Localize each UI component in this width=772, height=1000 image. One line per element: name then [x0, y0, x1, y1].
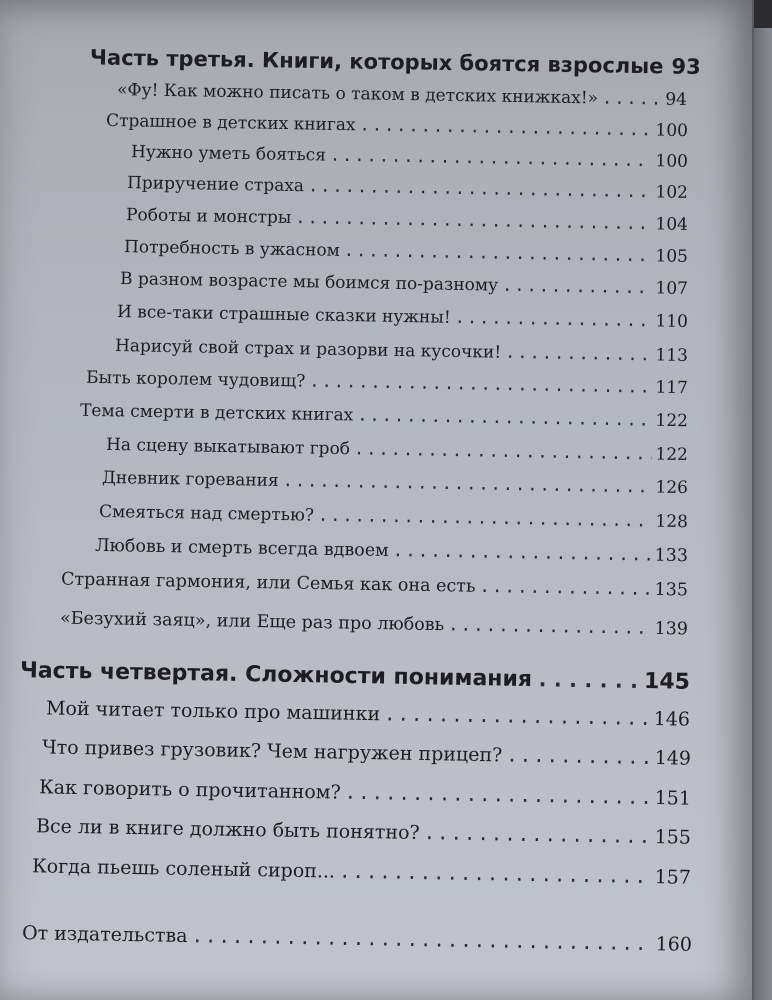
toc-page-number: 100: [655, 120, 689, 142]
toc-entry-title: От издательства: [21, 922, 188, 948]
toc-dot-leader: [536, 667, 640, 694]
toc-entry-title: Приручение страха: [126, 173, 305, 197]
toc-entry-title: Нужно уметь бояться: [130, 142, 327, 166]
toc-entry: [61, 570, 688, 601]
toc-page-number: 105: [655, 246, 689, 267]
toc-dot-leader: [448, 615, 651, 639]
toc-dot-leader: [506, 744, 651, 769]
toc-entry: [46, 697, 690, 730]
toc-page-number: 122: [655, 410, 689, 432]
toc-entry: [124, 237, 688, 267]
toc-entry-title: Что привез грузовик? Чем нагружен прицеп?: [41, 736, 503, 767]
toc-entry-title: На сцену выкатывают гроб: [105, 434, 351, 460]
toc-entry: [80, 401, 688, 432]
toc-entry: [36, 815, 691, 848]
toc-dot-leader: [309, 372, 652, 398]
toc-entry: [117, 302, 688, 332]
toc-page-number: 151: [654, 787, 692, 810]
toc-entry: [120, 269, 688, 299]
toc-page-number: 139: [654, 618, 689, 640]
toc-entry-title: И все-таки страшные сказки нужны!: [116, 302, 451, 328]
toc-dot-leader: [318, 506, 652, 532]
toc-page-number: 126: [655, 477, 689, 499]
adjacent-page-edge: [754, 28, 772, 1000]
toc-entry: [127, 173, 688, 203]
toc-page-number: 110: [655, 311, 689, 332]
toc-entry-title: «Безухий заяц», или Еще раз про любовь: [59, 608, 445, 636]
toc-page-number: 145: [643, 669, 691, 695]
toc-entry: [60, 609, 688, 640]
toc-dot-leader: [384, 703, 650, 730]
toc-entry: [102, 468, 688, 498]
toc-dot-leader: [191, 925, 652, 955]
toc-part-title: Часть четвертая. Сложности понимания: [19, 658, 533, 693]
toc-page-number: 122: [655, 444, 689, 466]
toc-dot-leader: [602, 88, 662, 109]
toc-part-3: [89, 45, 701, 79]
toc-entry-title: Смеяться над смертью?: [98, 501, 315, 526]
toc-entry: [32, 855, 691, 888]
toc-page-number: 93: [671, 54, 701, 79]
toc-entry-title: Потребность в ужасном: [123, 237, 341, 261]
toc-entry: [106, 435, 688, 465]
toc-dot-leader: [339, 861, 651, 888]
toc-entry: [86, 368, 688, 399]
toc-page-number: 146: [653, 707, 691, 731]
toc-dot-leader: [505, 343, 652, 366]
toc-dot-leader: [393, 541, 651, 565]
toc-page-number: 160: [655, 933, 693, 956]
toc-entry-title: Любовь и смерть всегда вдвоем: [94, 535, 389, 561]
toc-entry-title: В разном возрасте мы боимся по-разному: [119, 269, 499, 296]
toc-page-number: 100: [655, 151, 689, 172]
toc-dot-leader: [357, 406, 652, 431]
toc-part-4: [20, 658, 690, 695]
toc-entry-title: Как говорить о прочитанном?: [38, 776, 341, 804]
toc-entry-title: Нарисуй свой страх и разорви на кусочки!: [114, 336, 502, 363]
toc-dot-leader: [455, 308, 652, 331]
toc-dot-leader: [345, 782, 651, 809]
toc-entry-title: Быть королем чудовищ?: [85, 367, 306, 392]
toc-page-number: 104: [655, 214, 689, 235]
toc-entry-publisher: [22, 922, 692, 956]
toc-entry-title: Все ли в книге должно быть понятно?: [35, 815, 420, 844]
toc-entry-title: Дневник горевания: [101, 467, 279, 491]
toc-page-number: 155: [654, 826, 692, 849]
toc-page-number: 135: [654, 579, 689, 601]
toc-dot-leader: [282, 471, 651, 497]
toc-dot-leader: [479, 577, 650, 600]
toc-page-number: 107: [655, 278, 689, 299]
toc-page-number: 117: [655, 377, 689, 399]
toc-entry: [99, 502, 688, 532]
toc-entry-title: Когда пьешь соленый сироп...: [31, 855, 336, 883]
toc-dot-leader: [344, 241, 652, 266]
toc-entry-title: Роботы и монстры: [125, 205, 292, 228]
toc-part-title: Часть третья. Книги, которых боятся взрослые: [89, 45, 664, 79]
toc-page-number: 102: [655, 182, 689, 203]
toc-entry: [106, 111, 688, 141]
toc-page-number: 113: [655, 345, 689, 366]
toc-entry-title: «Фу! Как можно писать о таком в детских книжках!»: [116, 80, 599, 109]
toc-dot-leader: [295, 208, 651, 234]
toc-page-number: 128: [655, 511, 689, 533]
toc-dot-leader: [359, 115, 651, 140]
toc-page-number: 157: [654, 866, 692, 889]
toc-entry: [95, 536, 688, 566]
toc-entry: [42, 736, 691, 769]
toc-dot-leader: [308, 176, 652, 202]
toc-dot-leader: [330, 146, 652, 172]
toc-entry: [131, 142, 688, 172]
toc-page-number: 149: [654, 747, 692, 770]
toc-dot-leader: [423, 822, 650, 848]
toc-entry-title: Мой читает только про машинки: [45, 697, 381, 726]
toc-entry-title: Тема смерти в детских книгах: [79, 400, 354, 426]
toc-entry: [117, 80, 687, 110]
toc-dot-leader: [354, 439, 652, 464]
toc-page-number: 94: [665, 89, 688, 110]
toc-entry: [126, 205, 688, 235]
toc-entry: [115, 336, 688, 366]
toc-entry-title: Страшное в детских книгах: [105, 110, 356, 136]
toc-dot-leader: [502, 276, 652, 299]
toc-entry: [39, 776, 691, 809]
toc-page-number: 133: [654, 545, 689, 567]
toc-entry-title: Странная гармония, или Семья как она есть: [60, 569, 476, 597]
